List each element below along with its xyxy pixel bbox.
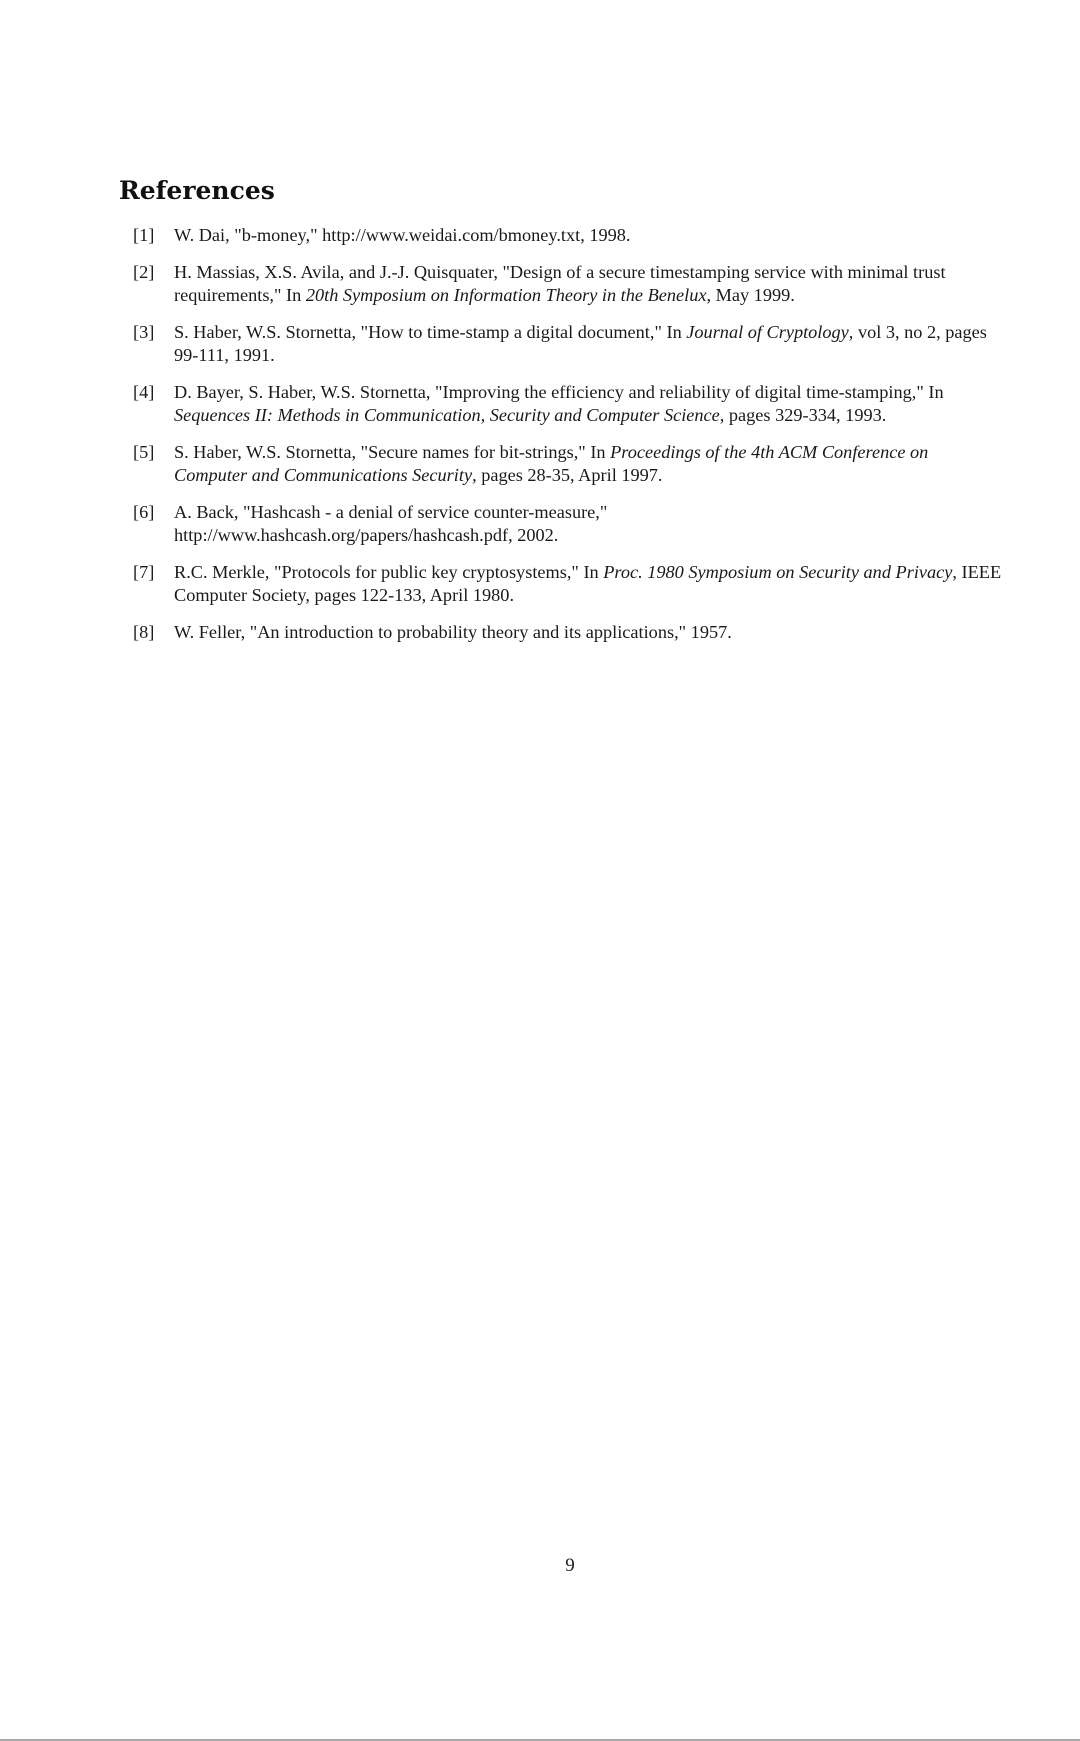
reference-segment: R.C. Merkle, "Protocols for public key cryptosystems," In (174, 562, 604, 582)
page-number: 9 (565, 1555, 575, 1576)
reference-item (133, 321, 1003, 367)
reference-text (174, 261, 1003, 307)
reference-segment: http://www.hashcash.org/papers/hashcash.pdf, 2002. (174, 525, 559, 545)
reference-item (133, 501, 1003, 547)
reference-item (133, 621, 1003, 644)
reference-segment: S. Haber, W.S. Stornetta, "Secure names for bit-strings," In (174, 442, 611, 462)
reference-list (133, 224, 1003, 658)
reference-item (133, 441, 1003, 487)
reference-number: [4] (133, 382, 155, 402)
reference-number: [8] (133, 622, 155, 642)
reference-segment: , vol 3, no 2, pages 99-111, 1991. (174, 322, 987, 365)
reference-venue: 20th Symposium on Information Theory in the Benelux (305, 285, 707, 305)
reference-venue: Journal of Cryptology (686, 322, 849, 342)
reference-segment: W. Feller, "An introduction to probability theory and its applications," 1957. (174, 622, 732, 642)
references-heading: References (119, 176, 275, 205)
reference-text (174, 381, 1003, 427)
reference-text (174, 561, 1003, 607)
reference-segment: W. Dai, "b-money," http://www.weidai.com/bmoney.txt, 1998. (174, 225, 631, 245)
reference-number: [7] (133, 562, 155, 582)
reference-text (174, 224, 1003, 247)
reference-text (174, 501, 1003, 547)
reference-item (133, 381, 1003, 427)
reference-item (133, 561, 1003, 607)
reference-venue: Sequences II: Methods in Communication, Security and Computer Science (174, 405, 720, 425)
reference-number: [6] (133, 502, 155, 522)
reference-segment: D. Bayer, S. Haber, W.S. Stornetta, "Improving the efficiency and reliability of digital time-stamping," In (174, 382, 944, 402)
reference-segment: , pages 329-334, 1993. (719, 405, 887, 425)
reference-venue: Proceedings of the 4th ACM Conference on Computer and Communications Security (174, 442, 929, 485)
reference-segment: A. Back, "Hashcash - a denial of service counter-measure," (174, 502, 608, 522)
reference-text (174, 321, 1003, 367)
reference-number: [3] (133, 322, 155, 342)
reference-segment: , May 1999. (706, 285, 795, 305)
reference-segment: , pages 28-35, April 1997. (472, 465, 663, 485)
reference-segment: , IEEE Computer Society, pages 122-133, April 1980. (174, 562, 1002, 605)
reference-number: [2] (133, 262, 155, 282)
reference-number: [5] (133, 442, 155, 462)
reference-venue: Proc. 1980 Symposium on Security and Privacy (603, 562, 953, 582)
reference-number: [1] (133, 225, 155, 245)
reference-item (133, 261, 1003, 307)
reference-text (174, 441, 1003, 487)
reference-segment: S. Haber, W.S. Stornetta, "How to time-stamp a digital document," In (174, 322, 687, 342)
reference-segment: H. Massias, X.S. Avila, and J.-J. Quisquater, "Design of a secure timestamping service with minimal trust requirements," In (174, 262, 946, 305)
reference-text (174, 621, 1003, 644)
reference-item (133, 224, 1003, 247)
